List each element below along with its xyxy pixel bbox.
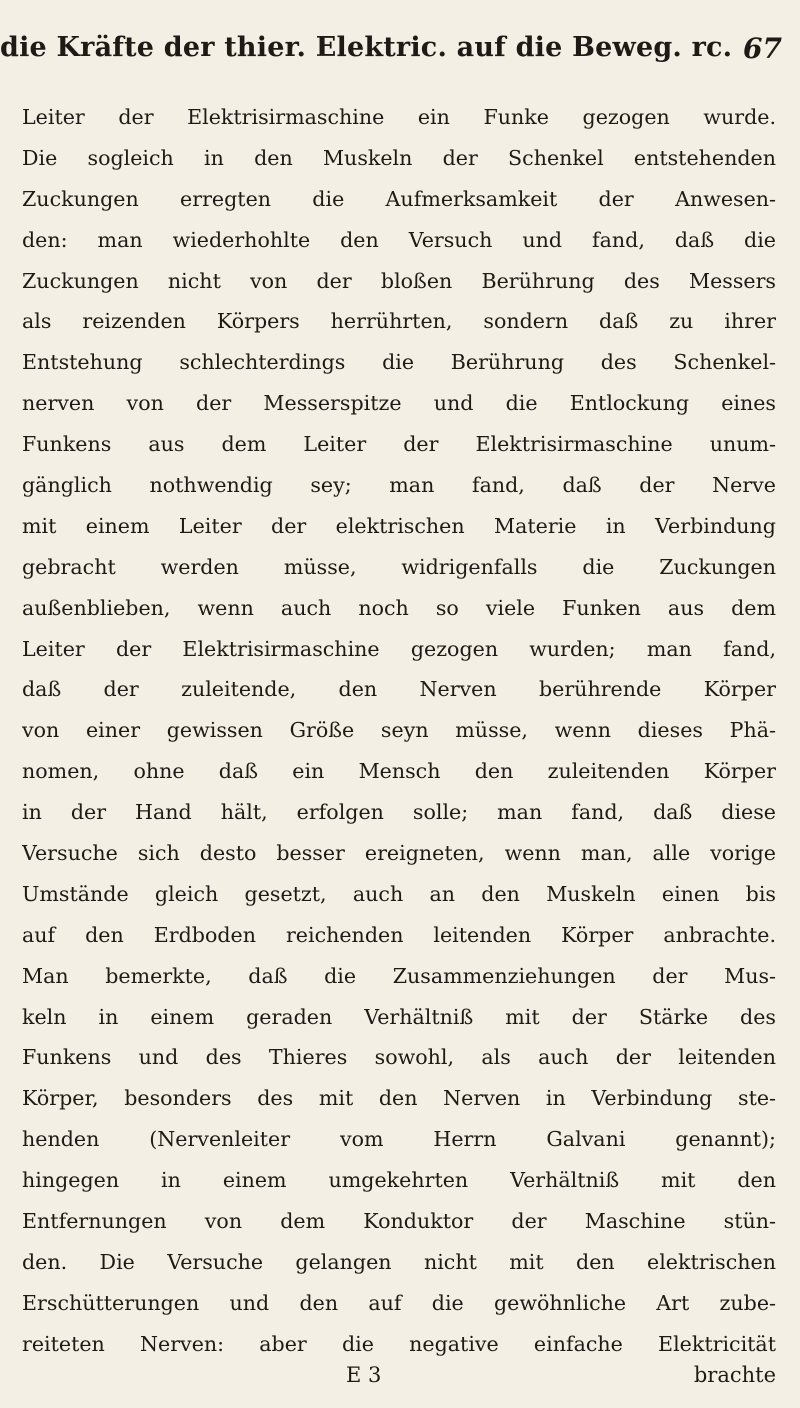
text-line: hingegen in einem umgekehrten Verhältniß mit den (22, 1168, 776, 1193)
text-line: Erschütterungen und den auf die gewöhnliche Art zube- (22, 1290, 776, 1315)
text-line: Funkens aus dem Leiter der Elektrisirmaschine unum- (22, 432, 776, 457)
text-line: in der Hand hält, erfolgen solle; man fand, daß diese (22, 800, 776, 825)
text-line: den. Die Versuche gelangen nicht mit den elektrischen (22, 1249, 776, 1274)
text-line: keln in einem geraden Verhältniß mit der Stärke des (22, 1004, 776, 1029)
text-line: Man bemerkte, daß die Zusammenziehungen der Mus- (22, 963, 776, 988)
running-title: die Kräfte der thier. Elektric. auf die Beweg. rc. (0, 32, 733, 63)
text-line: nomen, ohne daß ein Mensch den zuleitenden Körper (22, 759, 776, 784)
text-line: Entfernungen von dem Konduktor der Maschine stün- (22, 1209, 776, 1234)
text-line: außenblieben, wenn auch noch so viele Funken aus dem (22, 595, 776, 620)
text-line: gänglich nothwendig sey; man fand, daß der Nerve (22, 473, 776, 498)
text-line: Die sogleich in den Muskeln der Schenkel entstehenden (22, 145, 776, 170)
text-line: Körper, besonders des mit den Nerven in Verbindung ste- (22, 1086, 776, 1111)
text-line: Umstände gleich gesetzt, auch an den Muskeln einen bis (22, 881, 776, 906)
text-line: Funkens und des Thieres sowohl, als auch der leitenden (22, 1045, 776, 1070)
text-line: von einer gewissen Größe seyn müsse, wenn dieses Phä- (22, 718, 776, 743)
text-line: henden (Nervenleiter vom Herrn Galvani genannt); (22, 1127, 776, 1152)
text-line: Leiter der Elektrisirmaschine ein Funke gezogen wurde. (22, 105, 776, 129)
text-line: den: man wiederhohlte den Versuch und fand, daß die (22, 227, 776, 252)
text-line: daß der zuleitende, den Nerven berührende Körper (22, 677, 776, 702)
page-number: 67 (743, 32, 782, 65)
text-line: gebracht werden müsse, widrigenfalls die Zuckungen (22, 554, 776, 579)
text-line: nerven von der Messerspitze und die Entlockung eines (22, 391, 776, 416)
running-head (0, 32, 782, 82)
text-line: auf den Erdboden reichenden leitenden Körper anbrachte. (22, 922, 776, 947)
page-footer (22, 1363, 776, 1403)
body-text (22, 97, 776, 1365)
text-line: mit einem Leiter der elektrischen Materie in Verbindung (22, 513, 776, 538)
text-line: als reizenden Körpers herrührten, sondern daß zu ihrer (22, 309, 776, 334)
signature-mark: E 3 (346, 1363, 382, 1387)
text-line: reiteten Nerven: aber die negative einfache Elektricität (22, 1331, 776, 1356)
text-line: Leiter der Elektrisirmaschine gezogen wurden; man fand, (22, 636, 776, 661)
text-line: Zuckungen erregten die Aufmerksamkeit der Anwesen- (22, 186, 776, 211)
text-line: Entstehung schlechterdings die Berührung des Schenkel- (22, 350, 776, 375)
text-line: Versuche sich desto besser ereigneten, wenn man, alle vorige (22, 841, 776, 866)
text-line: Zuckungen nicht von der bloßen Berührung des Messers (22, 268, 776, 293)
catchword: brachte (693, 1363, 776, 1387)
